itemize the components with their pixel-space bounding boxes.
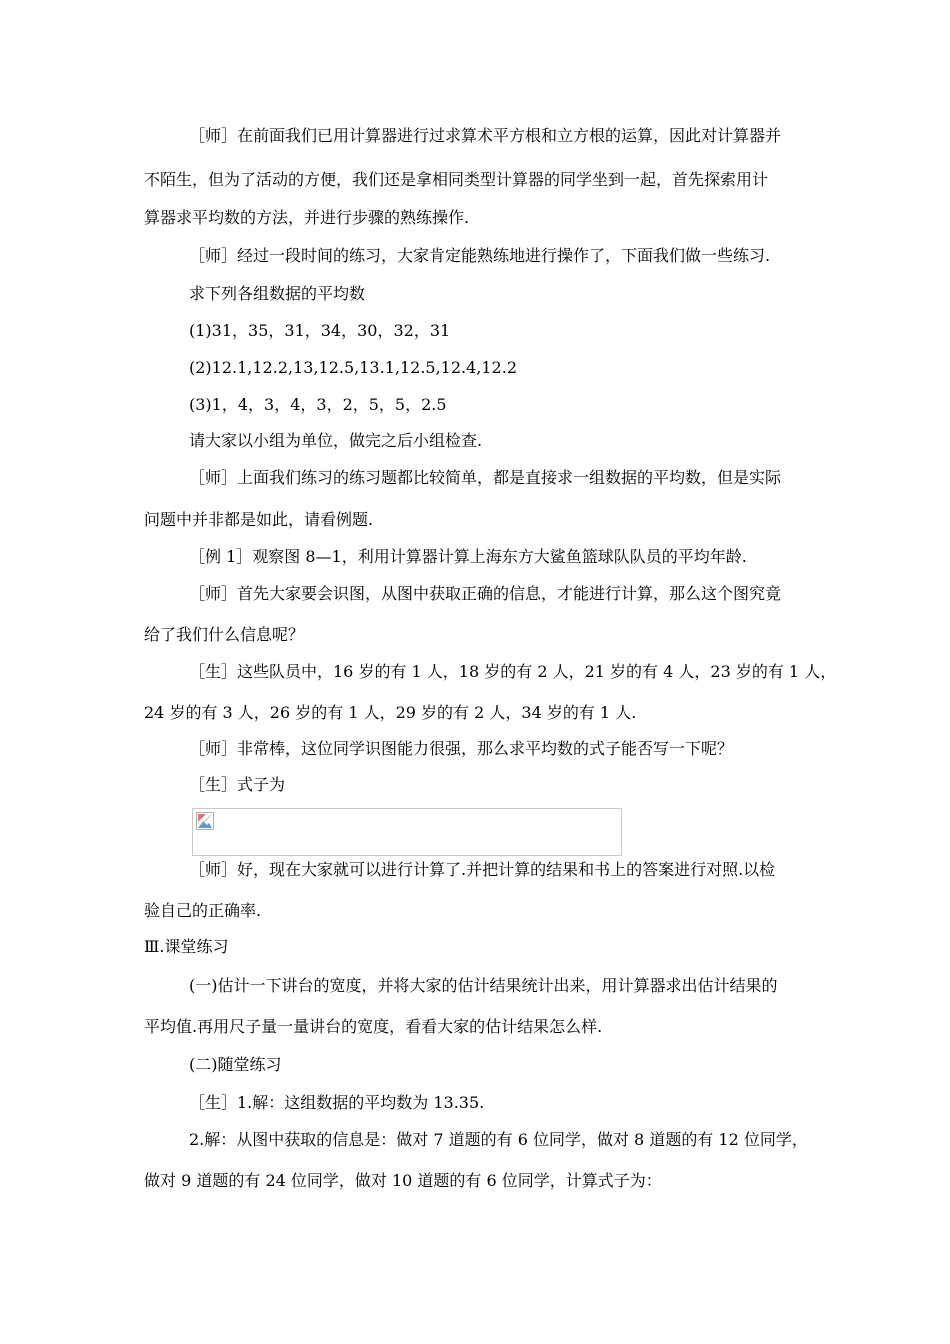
paragraph-line: ［师］经过一段时间的练习，大家肯定能熟练地进行操作了，下面我们做一些练习. — [189, 246, 771, 265]
paragraph-line: ［师］首先大家要会识图，从图中获取正确的信息，才能进行计算，那么这个图究竟 — [189, 584, 782, 603]
paragraph-line: 2.解：从图中获取的信息是：做对 7 道题的有 6 位同学，做对 8 道题的有 12 位同学， — [189, 1130, 808, 1149]
paragraph-line: 验自己的正确率. — [144, 901, 262, 920]
paragraph-line: 请大家以小组为单位，做完之后小组检查. — [189, 431, 483, 450]
paragraph-line: 求下列各组数据的平均数 — [189, 284, 366, 303]
paragraph-line: (2)12.1,12.2,13,12.5,13.1,12.5,12.4,12.2 — [189, 358, 517, 377]
formula-image — [192, 808, 622, 856]
paragraph-line: (一)估计一下讲台的宽度，并将大家的估计结果统计出来，用计算器求出估计结果的 — [189, 976, 778, 995]
paragraph-line: 24 岁的有 3 人，26 岁的有 1 人，29 岁的有 2 人，34 岁的有 1 人. — [144, 703, 637, 722]
paragraph-line: 不陌生，但为了活动的方便，我们还是拿相同类型计算器的同学坐到一起，首先探索用计 — [144, 170, 769, 189]
paragraph-line: ［师］上面我们练习的练习题都比较简单，都是直接求一组数据的平均数，但是实际 — [189, 468, 782, 487]
paragraph-line: ［生］1.解：这组数据的平均数为 13.35. — [189, 1093, 485, 1112]
paragraph-line: ［生］式子为 — [189, 775, 286, 794]
paragraph-line: 做对 9 道题的有 24 位同学，做对 10 道题的有 6 位同学，计算式子为： — [144, 1171, 662, 1190]
paragraph-line: ［师］好，现在大家就可以进行计算了.并把计算的结果和书上的答案进行对照.以检 — [189, 860, 776, 879]
paragraph-line: 问题中并非都是如此，请看例题. — [144, 510, 374, 529]
paragraph-line: (1)31，35，31，34，30，32，31 — [189, 321, 451, 340]
broken-image-icon — [196, 812, 214, 830]
paragraph-line: 给了我们什么信息呢？ — [144, 625, 305, 644]
paragraph-line: ［例 1］观察图 8—1，利用计算器计算上海东方大鲨鱼篮球队队员的平均年龄. — [189, 547, 747, 566]
section-heading: Ⅲ.课堂练习 — [144, 937, 229, 956]
paragraph-line: 算器求平均数的方法，并进行步骤的熟练操作. — [144, 208, 470, 227]
paragraph-line: ［师］在前面我们已用计算器进行过求算术平方根和立方根的运算，因此对计算器并 — [189, 126, 782, 145]
paragraph-line: (二)随堂练习 — [189, 1055, 282, 1074]
paragraph-line: 平均值.再用尺子量一量讲台的宽度，看看大家的估计结果怎么样. — [144, 1017, 603, 1036]
paragraph-line: ［生］这些队员中，16 岁的有 1 人，18 岁的有 2 人，21 岁的有 4 人，23 岁的有 1 人， — [189, 662, 837, 681]
paragraph-line: ［师］非常棒，这位同学识图能力很强，那么求平均数的式子能否写一下呢？ — [189, 739, 734, 758]
paragraph-line: (3)1，4，3，4，3，2，5，5，2.5 — [189, 395, 447, 414]
